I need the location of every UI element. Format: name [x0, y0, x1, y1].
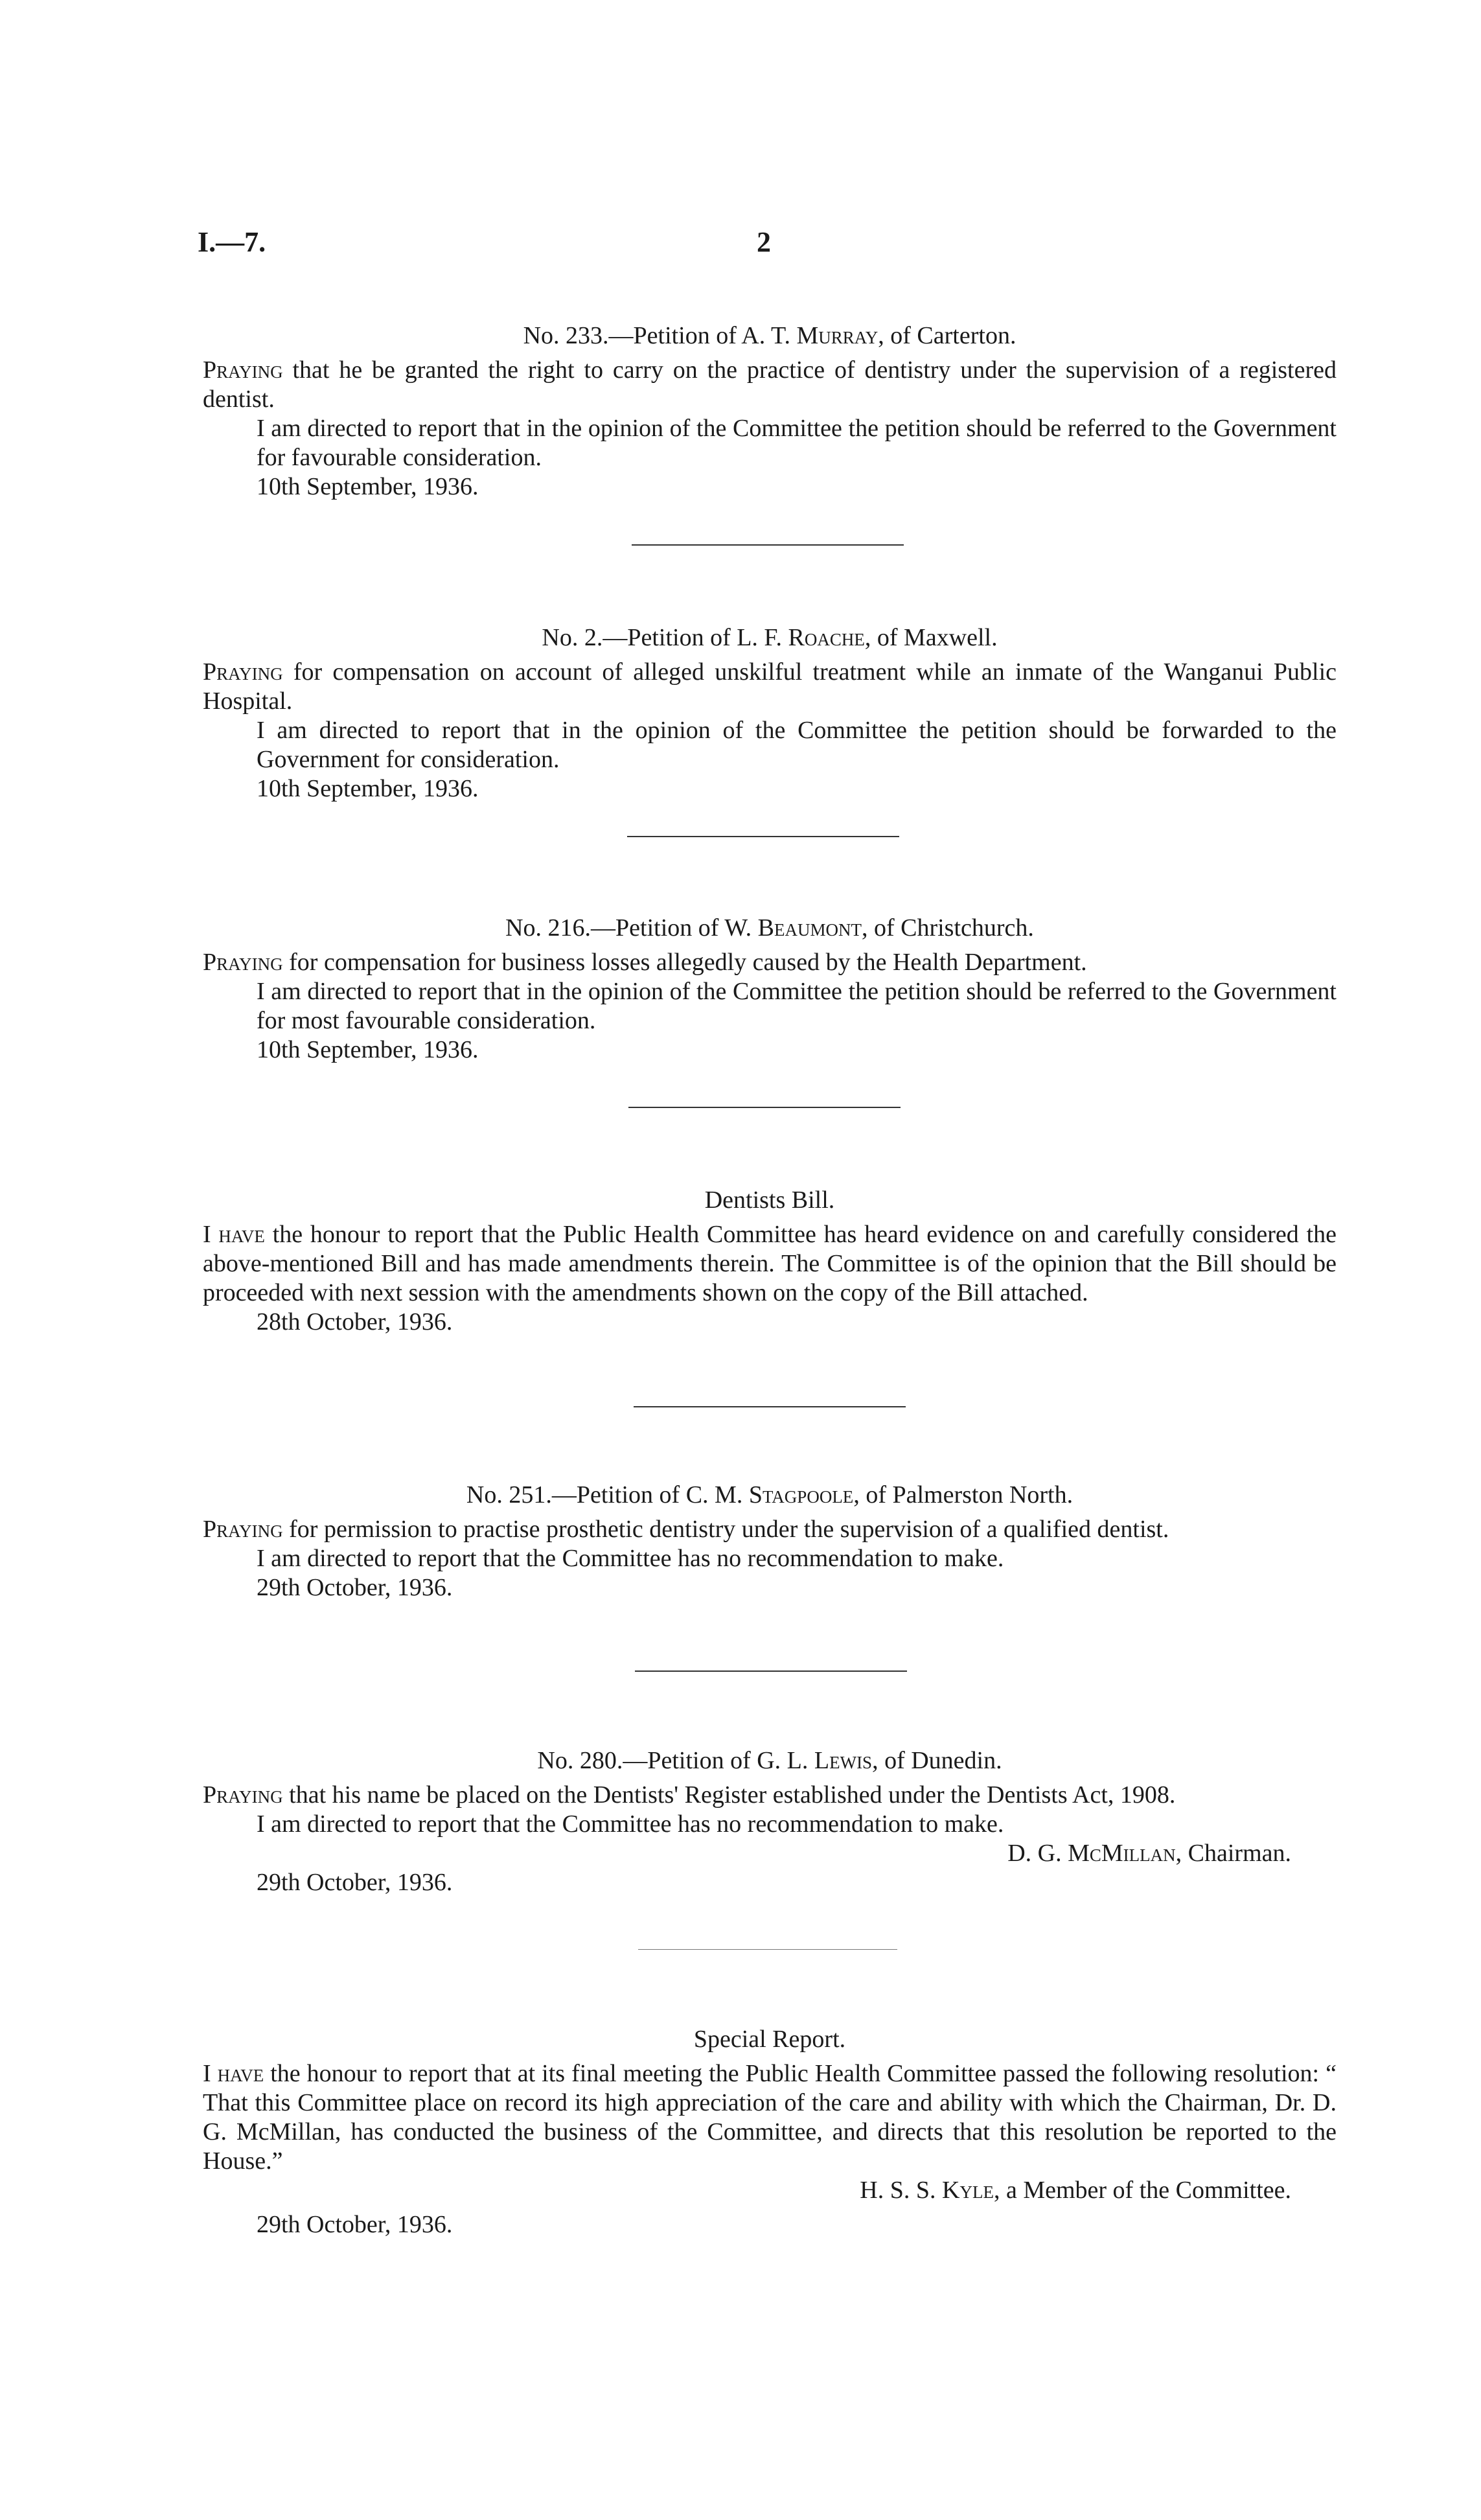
report-heading: Dentists Bill.: [704, 1186, 835, 1214]
petition-251: [203, 1481, 1337, 1602]
special-report: [203, 2025, 1337, 2239]
report-date: 10th September, 1936.: [257, 473, 479, 500]
report-date: 10th September, 1936.: [257, 1036, 479, 1063]
report-body: I have the honour to report that the Public Health Committee has heard evidence on and carefully considered the above-mentioned Bill and has made amendments therein. The Committee is of the opinion that the Bill should be proceeded with next session with the amendments shown on the copy of the Bill attached.: [203, 1221, 1337, 1306]
petition-heading: No. 2.—Petition of L. F. Roache, of Maxwell.: [542, 624, 998, 651]
section-divider: [628, 1107, 901, 1108]
petition-280: [203, 1746, 1337, 1897]
page-reference: I.—7.: [198, 226, 266, 258]
report-date: 28th October, 1936.: [257, 1308, 453, 1335]
petition-heading: No. 233.—Petition of A. T. Murray, of Carterton.: [523, 322, 1016, 349]
report-paragraph: I am directed to report that in the opinion of the Committee the petition should be referred to the Government for most favourable consideration.: [257, 978, 1337, 1034]
page-number: 2: [757, 226, 771, 258]
chairman-signature: D. G. McMillan, Chairman.: [1007, 1840, 1291, 1867]
praying-paragraph: Praying for compensation on account of alleged unskilful treatment while an inmate of the Wanganui Public Hospital.: [203, 658, 1337, 715]
petition-216: [203, 914, 1337, 1065]
section-divider: [635, 1670, 907, 1672]
petition-2: [203, 623, 1337, 803]
praying-paragraph: Praying for permission to practise prosthetic dentistry under the supervision of a qualified dentist.: [203, 1516, 1169, 1543]
petition-233: [203, 321, 1337, 502]
report-paragraph: I am directed to report that in the opinion of the Committee the petition should be referred to the Government for favourable consideration.: [257, 415, 1337, 471]
petition-heading: No. 280.—Petition of G. L. Lewis, of Dunedin.: [537, 1747, 1002, 1774]
report-date: 29th October, 1936.: [257, 1869, 453, 1896]
praying-paragraph: Praying that he be granted the right to carry on the practice of dentistry under the supervision of a registered dentist.: [203, 356, 1337, 413]
praying-paragraph: Praying that his name be placed on the Dentists' Register established under the Dentists Act, 1908.: [203, 1781, 1176, 1809]
praying-paragraph: Praying for compensation for business losses allegedly caused by the Health Department.: [203, 949, 1087, 976]
section-divider: [638, 1949, 897, 1950]
member-signature: H. S. S. Kyle, a Member of the Committee.: [860, 2177, 1291, 2204]
report-date: 10th September, 1936.: [257, 775, 479, 802]
report-date: 29th October, 1936.: [257, 1574, 453, 1601]
dentists-bill-report: [203, 1186, 1337, 1337]
report-paragraph: I am directed to report that the Committee has no recommendation to make.: [257, 1545, 1004, 1572]
report-heading: Special Report.: [693, 2026, 846, 2053]
report-body: I have the honour to report that at its final meeting the Public Health Committee passed the following resolution: “ That this Committee place on record its high appreciation of the care and ability with which the Chairman, Dr. D. G. McMillan, has conducted the business of the Committee, and directs that this resolution be reported to the House.”: [203, 2060, 1337, 2175]
petition-heading: No. 251.—Petition of C. M. Stagpoole, of Palmerston North.: [466, 1481, 1073, 1509]
section-divider: [634, 1406, 906, 1407]
petition-heading: No. 216.—Petition of W. Beaumont, of Christchurch.: [505, 914, 1034, 942]
section-divider: [627, 836, 899, 837]
section-divider: [632, 544, 904, 546]
report-paragraph: I am directed to report that in the opinion of the Committee the petition should be forwarded to the Government for consideration.: [257, 717, 1337, 773]
report-paragraph: I am directed to report that the Committee has no recommendation to make.: [257, 1810, 1004, 1838]
report-date: 29th October, 1936.: [257, 2211, 453, 2238]
page-header: [0, 225, 1481, 264]
